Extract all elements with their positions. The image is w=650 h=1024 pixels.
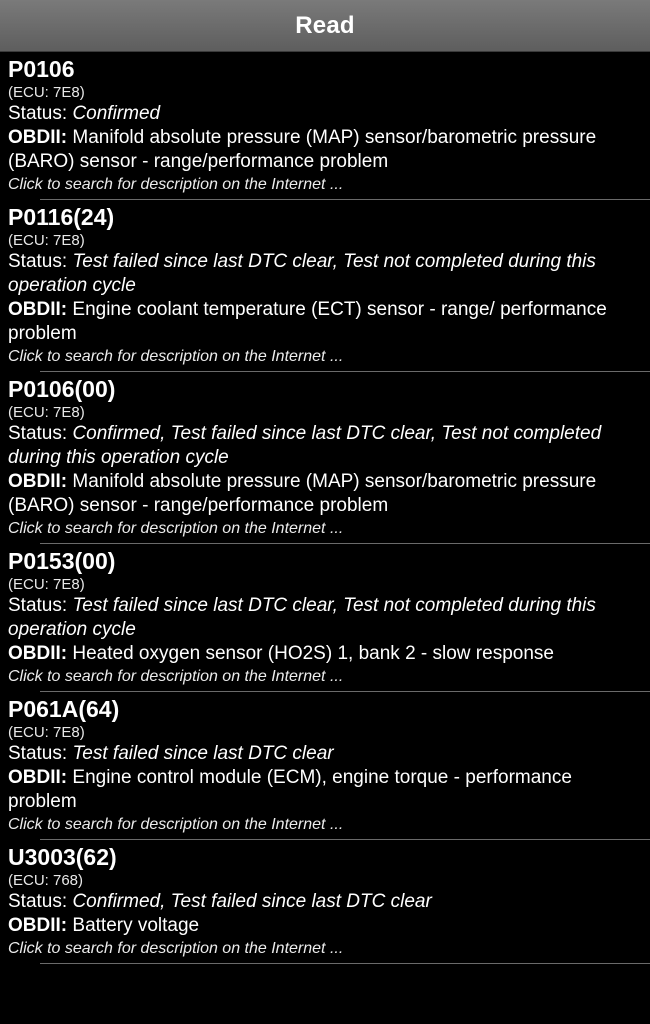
dtc-list-item[interactable] bbox=[0, 372, 650, 539]
dtc-list-item[interactable] bbox=[0, 840, 650, 959]
navigation-bar bbox=[0, 0, 650, 52]
ecu-address: (ECU: 768) bbox=[8, 872, 84, 889]
dtc-description bbox=[8, 914, 642, 938]
ecu-address: (ECU: 7E8) bbox=[8, 576, 85, 593]
divider bbox=[40, 963, 650, 964]
dtc-status bbox=[8, 594, 642, 642]
dtc-description bbox=[8, 126, 642, 174]
dtc-status bbox=[8, 102, 642, 126]
ecu-address: (ECU: 7E8) bbox=[8, 232, 85, 249]
dtc-description bbox=[8, 642, 642, 666]
dtc-list-item[interactable] bbox=[0, 544, 650, 687]
dtc-list-item[interactable] bbox=[0, 200, 650, 367]
dtc-list-item[interactable] bbox=[0, 52, 650, 195]
status-label: Status: bbox=[8, 891, 68, 912]
ecu-address: (ECU: 7E8) bbox=[8, 84, 85, 101]
page-title: Read bbox=[295, 11, 355, 39]
status-value: Test failed since last DTC clear bbox=[72, 743, 334, 764]
description-text: Manifold absolute pressure (MAP) sensor/barometric pressure (BARO) sensor - range/performance problem bbox=[8, 127, 597, 172]
description-text: Engine coolant temperature (ECT) sensor - range/ performance problem bbox=[8, 299, 607, 344]
description-label: OBDII: bbox=[8, 471, 68, 492]
dtc-description bbox=[8, 766, 642, 814]
search-internet-link[interactable]: Click to search for description on the Internet ... bbox=[8, 816, 344, 833]
status-label: Status: bbox=[8, 423, 68, 444]
description-text: Battery voltage bbox=[72, 915, 200, 936]
description-label: OBDII: bbox=[8, 127, 68, 148]
dtc-description bbox=[8, 298, 642, 346]
dtc-code: P0116(24) bbox=[8, 204, 115, 230]
dtc-description bbox=[8, 470, 642, 518]
status-label: Status: bbox=[8, 595, 68, 616]
dtc-code: P0153(00) bbox=[8, 548, 116, 574]
dtc-status bbox=[8, 742, 642, 766]
search-internet-link[interactable]: Click to search for description on the Internet ... bbox=[8, 668, 344, 685]
ecu-address: (ECU: 7E8) bbox=[8, 724, 85, 741]
search-internet-link[interactable]: Click to search for description on the Internet ... bbox=[8, 940, 344, 957]
dtc-code: P0106 bbox=[8, 56, 75, 82]
status-value: Test failed since last DTC clear, Test not completed during this operation cycle bbox=[8, 251, 596, 296]
status-value: Confirmed, Test failed since last DTC clear, Test not completed during this operation cycle bbox=[8, 423, 602, 468]
description-label: OBDII: bbox=[8, 767, 68, 788]
dtc-status bbox=[8, 422, 642, 470]
dtc-list-item[interactable] bbox=[0, 692, 650, 835]
status-value: Test failed since last DTC clear, Test not completed during this operation cycle bbox=[8, 595, 596, 640]
search-internet-link[interactable]: Click to search for description on the Internet ... bbox=[8, 520, 344, 537]
dtc-code: P0106(00) bbox=[8, 376, 116, 402]
status-label: Status: bbox=[8, 103, 68, 124]
dtc-code: P061A(64) bbox=[8, 696, 120, 722]
search-internet-link[interactable]: Click to search for description on the Internet ... bbox=[8, 176, 344, 193]
description-text: Heated oxygen sensor (HO2S) 1, bank 2 - slow response bbox=[72, 643, 554, 664]
description-label: OBDII: bbox=[8, 915, 68, 936]
status-value: Confirmed bbox=[72, 103, 161, 124]
status-label: Status: bbox=[8, 251, 68, 272]
status-label: Status: bbox=[8, 743, 68, 764]
status-value: Confirmed, Test failed since last DTC clear bbox=[72, 891, 432, 912]
search-internet-link[interactable]: Click to search for description on the Internet ... bbox=[8, 348, 344, 365]
description-text: Manifold absolute pressure (MAP) sensor/barometric pressure (BARO) sensor - range/performance problem bbox=[8, 471, 597, 516]
dtc-code: U3003(62) bbox=[8, 844, 117, 870]
description-label: OBDII: bbox=[8, 643, 68, 664]
ecu-address: (ECU: 7E8) bbox=[8, 404, 85, 421]
dtc-status bbox=[8, 890, 642, 914]
dtc-list bbox=[0, 52, 650, 964]
dtc-status bbox=[8, 250, 642, 298]
description-text: Engine control module (ECM), engine torque - performance problem bbox=[8, 767, 572, 812]
description-label: OBDII: bbox=[8, 299, 68, 320]
